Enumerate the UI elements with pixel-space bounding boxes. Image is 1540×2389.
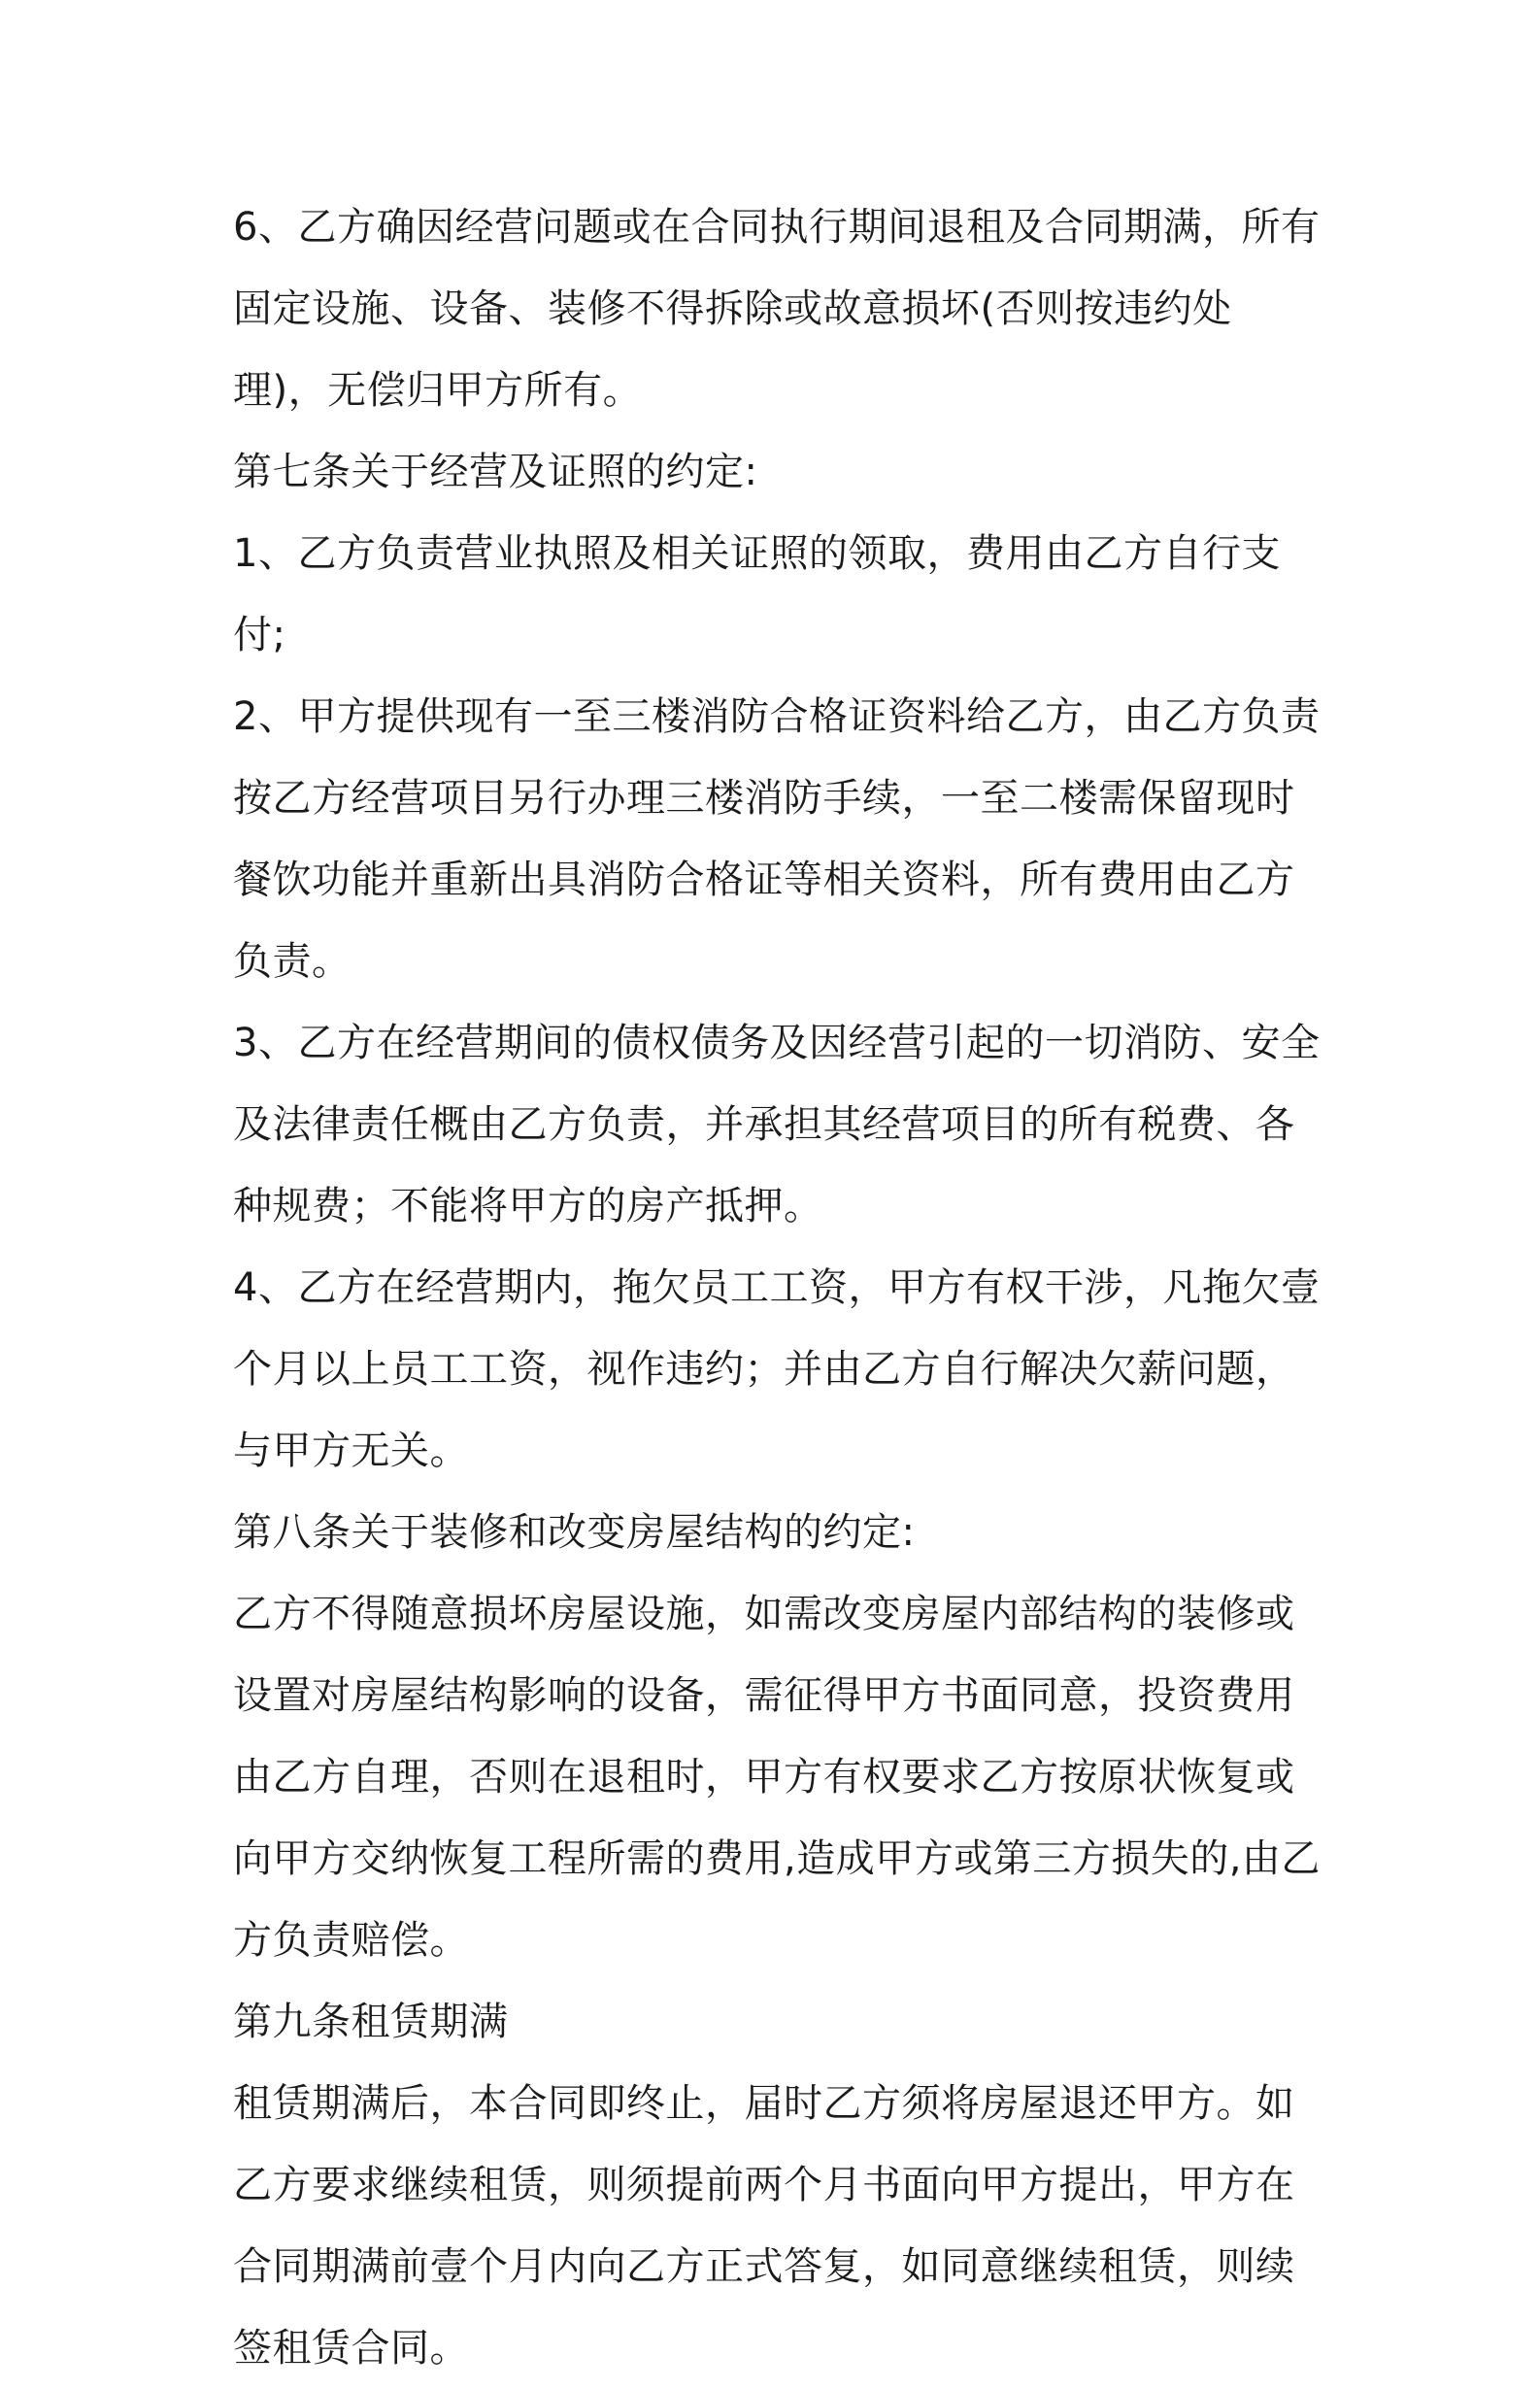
- clause-6-paragraph: 6、乙方确因经营问题或在合同执行期间退租及合同期满，所有固定设施、设备、装修不得拆除或故意损坏(否则按违约处理)，无偿归甲方所有。: [233, 205, 1321, 413]
- article-8-heading: 第八条关于装修和改变房屋结构的约定:: [233, 1510, 916, 1555]
- article-7-heading: 第七条关于经营及证照的约定:: [233, 450, 758, 494]
- article-8-body: 乙方不得随意损坏房屋设施，如需改变房屋内部结构的装修或设置对房屋结构影响的设备，需征得甲方书面同意，投资费用由乙方自理，否则在退租时，甲方有权要求乙方按原状恢复或向甲方交纳恢复工程所需的费用,造成甲方或第三方损失的,由乙方负责赔偿。: [233, 1592, 1321, 1963]
- article-7-item-4: 4、乙方在经营期内，拖欠员工工资，甲方有权干涉，凡拖欠壹个月以上员工工资，视作违约；并由乙方自行解决欠薪问题，与甲方无关。: [233, 1265, 1321, 1473]
- article-7-item-1: 1、乙方负责营业执照及相关证照的领取，费用由乙方自行支付;: [233, 531, 1281, 657]
- document-body: [233, 186, 1321, 2389]
- article-9-body: 租赁期满后，本合同即终止，届时乙方须将房屋退还甲方。如乙方要求继续租赁，则须提前两个月书面向甲方提出，甲方在合同期满前壹个月内向乙方正式答复，如同意继续租赁，则续签租赁合同。: [233, 2081, 1295, 2371]
- article-7-item-3: 3、乙方在经营期间的债权债务及因经营引起的一切消防、安全及法律责任概由乙方负责，并承担其经营项目的所有税费、各种规费；不能将甲方的房产抵押。: [233, 1021, 1321, 1228]
- article-9-heading: 第九条租赁期满: [233, 2000, 509, 2044]
- article-7-item-2: 2、甲方提供现有一至三楼消防合格证资料给乙方，由乙方负责按乙方经营项目另行办理三楼消防手续，一至二楼需保留现时餐饮功能并重新出具消防合格证等相关资料，所有费用由乙方负责。: [233, 694, 1321, 984]
